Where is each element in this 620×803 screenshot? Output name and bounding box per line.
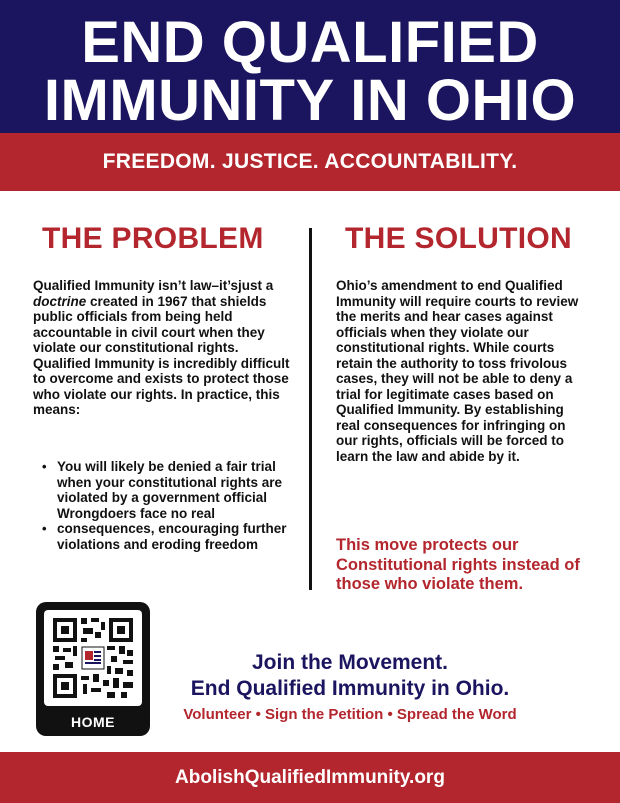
header-banner: [0, 0, 620, 133]
list-item: [42, 459, 292, 521]
footer-bar: [0, 752, 620, 803]
problem-text-part-1: Qualified Immunity isn’t law–it’sjust a: [33, 278, 274, 293]
solution-heading: THE SOLUTION: [345, 222, 572, 255]
qr-code-graphic: [44, 610, 142, 706]
column-divider: [309, 228, 312, 590]
qr-code-icon[interactable]: [44, 610, 142, 706]
website-link[interactable]: AbolishQualifiedImmunity.org: [175, 767, 445, 788]
bullet-icon: •: [42, 459, 47, 474]
join-subheading: End Qualified Immunity in Ohio.: [190, 677, 510, 700]
bullet-text: consequences, encouraging further violations and eroding freedom: [57, 521, 287, 552]
list-item: [42, 521, 292, 552]
join-actions: Volunteer • Sign the Petition • Spread the Word: [183, 706, 517, 723]
solution-callout: This move protects our Constitutional rights instead of those who violate them.: [336, 536, 580, 593]
page-title: [0, 0, 620, 133]
bullet-icon: •: [42, 521, 47, 536]
problem-body: [33, 278, 298, 418]
title-line-2: IMMUNITY IN OHIO: [43, 68, 577, 133]
join-section: [150, 650, 550, 726]
problem-heading: THE PROBLEM: [42, 222, 264, 255]
qr-card[interactable]: [36, 602, 150, 736]
tagline-bar: FREEDOM. JUSTICE. ACCOUNTABILITY.: [0, 133, 620, 191]
join-heading: Join the Movement.: [251, 651, 449, 674]
title-line-1: END QUALIFIED: [81, 10, 539, 75]
problem-text-part-2: created in 1967 that shields public officials from being held accountable in civil court when they violate our constitutional rights. Qualified Immunity is incredibly difficult to overcome and exists to protect those who violate our rights. In practice, this means:: [33, 293, 290, 417]
qr-label: HOME: [71, 714, 115, 730]
solution-body: Ohio’s amendment to end Qualified Immunity will require courts to review the merits and hear cases against officials when they violate our constitutional rights. While courts retain the authority to toss frivolous cases, they will not be able to deny a trial for legitimate cases based on Qualified Immunity. By establishing real consequences for infringing on our rights, officials will be forced to learn the law and abide by it.: [336, 278, 579, 464]
bullet-text: You will likely be denied a fair trial when your constitutional rights are violated by a government official Wrongdoers face no real: [57, 459, 283, 521]
problem-text-italic: doctrine: [33, 293, 87, 309]
problem-bullet-list: [42, 459, 292, 552]
